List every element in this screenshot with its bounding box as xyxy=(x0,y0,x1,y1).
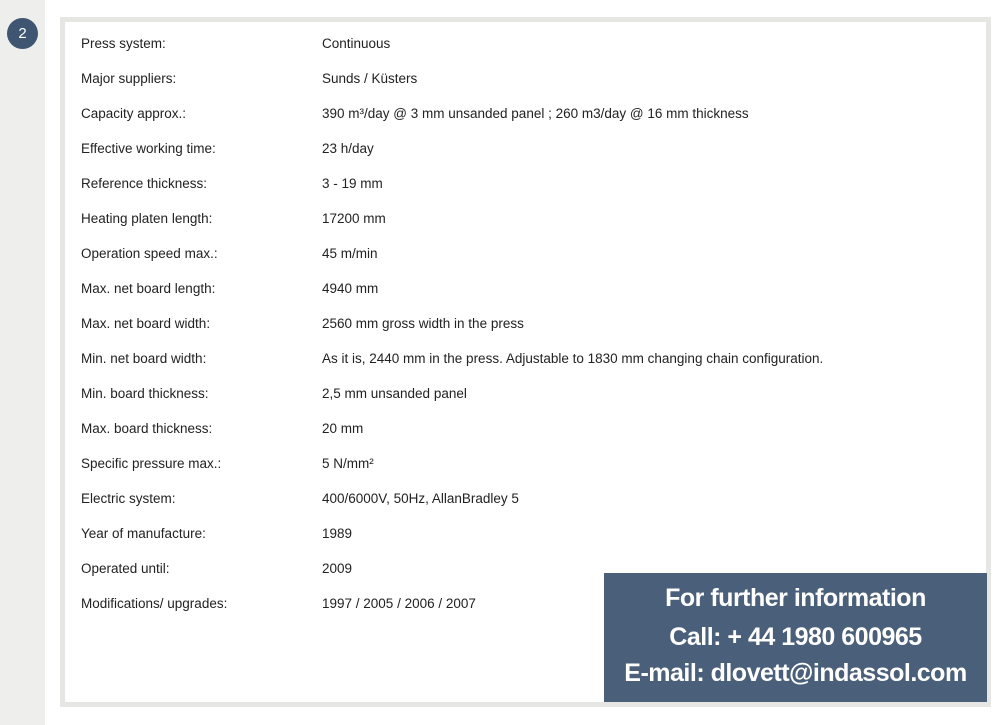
spec-label: Heating platen length: xyxy=(81,211,213,226)
spec-label: Year of manufacture: xyxy=(81,526,206,541)
spec-label: Modifications/ upgrades: xyxy=(81,596,228,611)
spec-value: 17200 mm xyxy=(322,211,386,226)
spec-value: 1989 xyxy=(322,526,353,541)
spec-row-electric-system xyxy=(81,482,961,517)
spec-label: Specific pressure max.: xyxy=(81,456,222,471)
spec-row-min-board-thickness xyxy=(81,377,961,412)
spec-value: 1997 / 2005 / 2006 / 2007 xyxy=(322,596,476,611)
spec-value: As it is, 2440 mm in the press. Adjustable to 1830 mm changing chain configuration. xyxy=(322,351,824,366)
spec-label: Capacity approx.: xyxy=(81,106,187,121)
spec-value: 2,5 mm unsanded panel xyxy=(322,386,467,401)
spec-label: Operation speed max.: xyxy=(81,246,218,261)
spec-label: Press system: xyxy=(81,36,166,51)
spec-value: 390 m³/day @ 3 mm unsanded panel ; 260 m3/day @ 16 mm thickness xyxy=(322,106,749,121)
spec-row-max-board-thickness xyxy=(81,412,961,447)
spec-row-capacity xyxy=(81,97,961,132)
contact-heading: For further information xyxy=(665,584,926,612)
spec-value: 2560 mm gross width in the press xyxy=(322,316,524,331)
spec-row-year-of-manufacture xyxy=(81,517,961,552)
spec-row-specific-pressure xyxy=(81,447,961,482)
spec-value: 23 h/day xyxy=(322,141,374,156)
spec-label: Operated until: xyxy=(81,561,170,576)
spec-label: Max. net board length: xyxy=(81,281,216,296)
spec-value: Sunds / Küsters xyxy=(322,71,418,86)
spec-value: 20 mm xyxy=(322,421,364,436)
spec-label: Electric system: xyxy=(81,491,176,506)
spec-label: Major suppliers: xyxy=(81,71,177,86)
spec-row-operation-speed xyxy=(81,237,961,272)
contact-info-box xyxy=(604,573,987,702)
spec-value: 2009 xyxy=(322,561,353,576)
spec-row-max-board-length xyxy=(81,272,961,307)
step-number-badge: 2 xyxy=(7,18,38,49)
spec-value: 3 - 19 mm xyxy=(322,176,383,191)
spec-value: 5 N/mm² xyxy=(322,456,374,471)
spec-value: 4940 mm xyxy=(322,281,379,296)
spec-row-reference-thickness xyxy=(81,167,961,202)
spec-label: Min. board thickness: xyxy=(81,386,209,401)
spec-value: 400/6000V, 50Hz, AllanBradley 5 xyxy=(322,491,519,506)
spec-row-press-system xyxy=(81,27,961,62)
contact-email[interactable]: E-mail: dlovett@indassol.com xyxy=(624,659,967,687)
spec-value: Continuous xyxy=(322,36,391,51)
spec-label: Effective working time: xyxy=(81,141,216,156)
spec-value: 45 m/min xyxy=(322,246,378,261)
spec-row-min-board-width xyxy=(81,342,961,377)
contact-phone[interactable]: Call: + 44 1980 600965 xyxy=(669,623,922,651)
spec-row-major-suppliers xyxy=(81,62,961,97)
spec-label: Max. board thickness: xyxy=(81,421,213,436)
spec-row-platen-length xyxy=(81,202,961,237)
spec-row-max-board-width xyxy=(81,307,961,342)
spec-label: Min. net board width: xyxy=(81,351,207,366)
spec-row-working-time xyxy=(81,132,961,167)
spec-label: Reference thickness: xyxy=(81,176,208,191)
spec-list xyxy=(81,27,961,622)
spec-label: Max. net board width: xyxy=(81,316,211,331)
left-gutter xyxy=(0,0,45,725)
